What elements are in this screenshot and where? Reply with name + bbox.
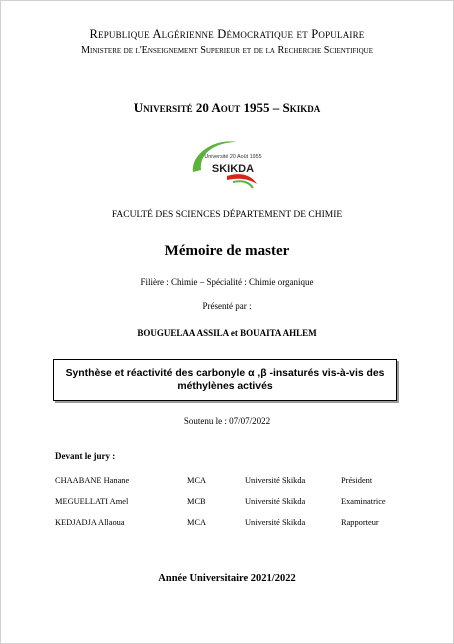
jury-member-role: Examinatrice (341, 497, 386, 506)
jury-member-institution: Université Skikda (245, 476, 306, 485)
logo-name: SKIKDA (211, 163, 255, 175)
university-logo (187, 136, 273, 190)
jury-row (1, 476, 453, 490)
defense-date: Soutenu le : 07/07/2022 (183, 416, 271, 426)
authors: BOUGUELAA ASSILA et BOUAITA AHLEM (137, 328, 317, 338)
filiere-line: Filière : Chimie – Spécialité : Chimie organique (140, 277, 314, 287)
jury-member-institution: Université Skikda (245, 497, 306, 506)
jury-heading: Devant le jury : (55, 451, 116, 461)
presented-by-label: Présenté par : (202, 301, 252, 311)
jury-member-name: MEGUELLATI Amel (55, 497, 129, 506)
jury-member-grade: MCB (187, 497, 206, 506)
academic-year: Année Universitaire 2021/2022 (158, 573, 296, 584)
document-type: Mémoire de master (164, 243, 290, 259)
jury-member-role: Rapporteur (341, 518, 379, 527)
ministry-heading: Ministere de l'Enseignement Superieur et de la Recherche Scientifique (80, 45, 374, 56)
jury-member-name: CHAABANE Hanane (55, 476, 130, 485)
jury-row (1, 518, 453, 532)
university-heading: Université 20 Aout 1955 – Skikda (133, 100, 321, 115)
thesis-title: Synthèse et réactivité des carbonyle α ,β -insaturés vis-à-vis des méthylènes activés (65, 368, 385, 392)
thesis-title-box (53, 359, 397, 401)
jury-member-name: KEDJADJA Allaoua (55, 518, 125, 527)
jury-member-role: Président (341, 476, 373, 485)
republic-heading: Republique Algérienne Démocratique et Populaire (89, 27, 365, 41)
faculty-line: FACULTÉ DES SCIENCES DÉPARTEMENT DE CHIMIE (111, 210, 343, 220)
university-logo-icon (187, 136, 273, 190)
logo-arc-text: Université 20 Août 1955 (204, 154, 262, 160)
jury-row (1, 497, 453, 511)
jury-member-grade: MCA (187, 518, 207, 527)
jury-member-institution: Université Skikda (245, 518, 306, 527)
jury-member-grade: MCA (187, 476, 207, 485)
